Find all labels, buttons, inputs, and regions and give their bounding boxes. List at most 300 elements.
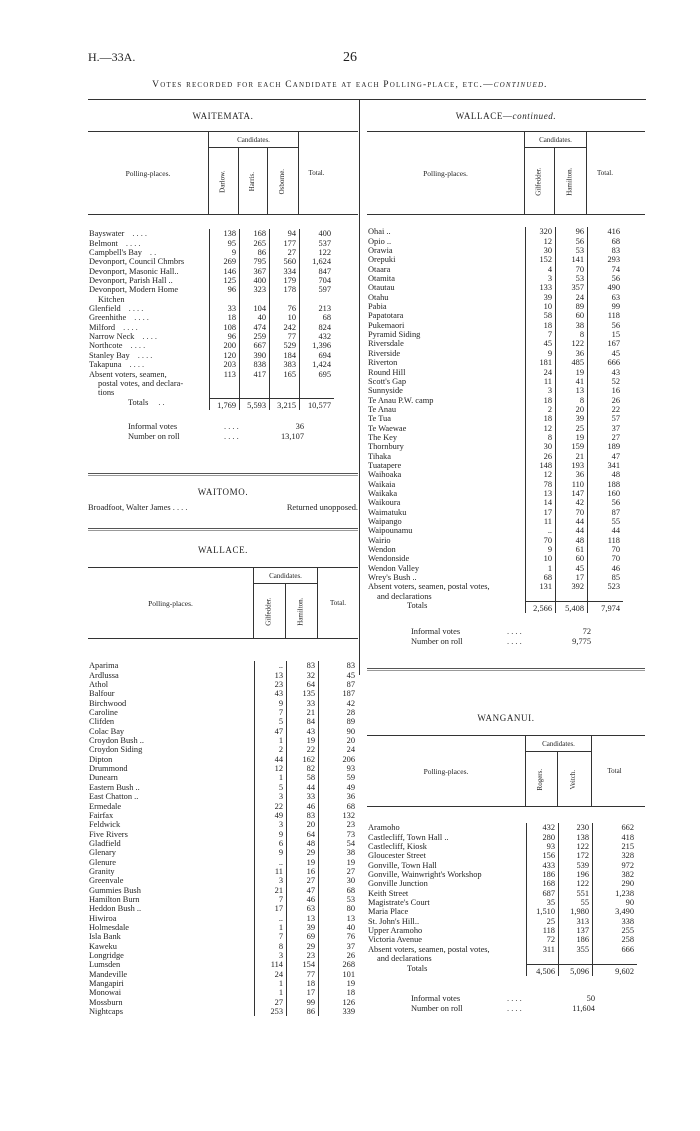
informal-votes-label: Informal votes [411, 993, 461, 1003]
vote-cell: 3 [254, 792, 286, 801]
dot-leader: . . . . [224, 421, 239, 431]
waitomo-result-row [88, 503, 358, 512]
total-cell: 47 [587, 452, 623, 461]
vote-cell [525, 592, 555, 601]
vote-cell: 10 [525, 302, 555, 311]
total-cell: 70 [587, 554, 623, 563]
candidates-header [209, 132, 299, 214]
vote-cell: 113 [209, 370, 239, 379]
total-cell: 338 [592, 917, 637, 926]
polling-place-name [367, 879, 526, 888]
table-row [367, 889, 645, 898]
number-on-roll-value: 9,775 [572, 637, 591, 647]
total-cell: 28 [318, 708, 358, 717]
vote-cell: 178 [269, 285, 299, 294]
polling-place-name [88, 285, 209, 294]
place-label: Longridge [89, 951, 124, 960]
candidate-names [209, 148, 298, 214]
total-cell: 695 [299, 370, 334, 379]
vote-cell: 259 [239, 332, 269, 341]
vote-cell: 8 [555, 330, 587, 339]
vote-cell: 1,510 [526, 907, 558, 916]
polling-place-name [88, 295, 209, 304]
total-cell: 68 [318, 886, 358, 895]
wallace_cont-table-body [367, 215, 645, 613]
vote-cell: 265 [239, 239, 269, 248]
vote-cell: 10 [525, 554, 555, 563]
header-rule [88, 99, 646, 100]
table-row [88, 689, 358, 698]
place-label: Otamita [368, 274, 395, 284]
vote-cell: 177 [269, 239, 299, 248]
table-row [88, 285, 358, 294]
table-row [367, 545, 645, 554]
vote-cell: 529 [269, 341, 299, 350]
place-label: Absent voters, seamen, postal votes, [368, 582, 490, 592]
vote-cell: 29 [286, 848, 318, 857]
total-cell: 83 [318, 661, 358, 670]
candidate-label: Rogers. [536, 768, 545, 791]
total-cell: 74 [587, 265, 623, 274]
vote-cell: 36 [555, 349, 587, 358]
vote-cell: 9 [209, 248, 239, 257]
table-row [367, 851, 645, 860]
vote-cell: 110 [555, 480, 587, 489]
candidates-label: Candidates. [526, 736, 591, 752]
table-row [367, 255, 645, 264]
grand-total-cell: 9,602 [592, 964, 637, 976]
polling-places-header: Polling-places. [367, 736, 526, 806]
polling-place-name [367, 926, 526, 935]
polling-place-name [88, 736, 254, 745]
candidates-header [254, 568, 318, 638]
polling-place-name [367, 452, 525, 461]
vote-cell: 8 [525, 433, 555, 442]
total-cell: 694 [299, 351, 334, 360]
polling-place-name [367, 405, 525, 414]
table-row [367, 461, 645, 470]
table-row [367, 898, 645, 907]
polling-place-name [88, 717, 254, 726]
total-cell: 341 [587, 461, 623, 470]
vote-cell: 12 [525, 470, 555, 479]
vote-cell [239, 295, 269, 304]
wallace-continued-section [367, 112, 645, 647]
total-cell: 19 [318, 858, 358, 867]
place-label: Glenary [89, 848, 116, 858]
total-cell: 523 [587, 582, 623, 591]
total-cell: 15 [587, 330, 623, 339]
table-row [88, 951, 358, 960]
vote-cell: 60 [555, 554, 587, 563]
candidate-label: Gilfedder. [264, 597, 273, 626]
candidate-name [209, 148, 239, 214]
vote-cell: 148 [525, 461, 555, 470]
total-cell: 160 [587, 489, 623, 498]
dot-leader: . . [158, 397, 165, 407]
vote-cell [209, 295, 239, 304]
polling-place-name [367, 274, 525, 283]
vote-cell: 417 [239, 370, 269, 379]
vote-cell: 63 [286, 904, 318, 913]
table-row [88, 830, 358, 839]
vote-cell: 162 [286, 755, 318, 764]
table-row [88, 699, 358, 708]
vote-cell: 551 [558, 889, 592, 898]
place-label: Devonport, Modern Home [89, 285, 179, 295]
vote-cell: 43 [286, 727, 318, 736]
candidate-name [254, 584, 286, 638]
vote-cell: 390 [239, 351, 269, 360]
table-row [88, 858, 358, 867]
vote-cell: 168 [526, 879, 558, 888]
table-row [88, 341, 358, 350]
place-label: Dipton [89, 754, 113, 764]
table-row [88, 717, 358, 726]
grand-total-cell: 10,577 [299, 398, 334, 410]
dot-leader: . . . . [134, 313, 149, 323]
table-row [367, 917, 645, 926]
total-cell: 49 [318, 783, 358, 792]
table-row [367, 582, 645, 591]
vote-cell: 539 [558, 861, 592, 870]
vote-cell: 311 [526, 945, 558, 954]
total-cell [299, 388, 334, 397]
vote-cell: 30 [525, 246, 555, 255]
polling-place-name [367, 293, 525, 302]
total-cell: 167 [587, 339, 623, 348]
place-label: Wendonside [368, 554, 410, 564]
polling-place-name [88, 727, 254, 736]
polling-place-name [88, 951, 254, 960]
table-row [88, 998, 358, 1007]
total-cell: 22 [587, 405, 623, 414]
vote-cell: 186 [526, 870, 558, 879]
place-label: Heddon Bush .. [89, 904, 142, 914]
table-row [88, 755, 358, 764]
table-row [367, 302, 645, 311]
vote-cell: 18 [525, 414, 555, 423]
vote-cell: 9 [525, 349, 555, 358]
vote-cell [209, 379, 239, 388]
place-label: Te Waewae [368, 423, 407, 433]
vote-cell: 280 [526, 833, 558, 842]
totals-text: Totals [407, 601, 428, 611]
vote-cell: 11 [525, 517, 555, 526]
place-label: Lumsden [89, 960, 121, 970]
vote-cell: 96 [209, 285, 239, 294]
polling-place-name [88, 811, 254, 820]
candidate-names [525, 148, 586, 214]
vote-cell: 5 [254, 783, 286, 792]
vote-cell: 58 [525, 311, 555, 320]
table-row [88, 248, 358, 257]
table-row [367, 293, 645, 302]
total-vote-cell: 5,593 [239, 398, 269, 410]
total-cell: 16 [587, 386, 623, 395]
section-divider [88, 528, 358, 531]
vote-cell: 77 [286, 970, 318, 979]
vote-cell: 186 [558, 935, 592, 944]
table-row [367, 954, 645, 963]
polling-place-name [367, 861, 526, 870]
total-cell: 101 [318, 970, 358, 979]
place-label: Ohai .. [368, 227, 391, 237]
informal-votes-row [411, 994, 645, 1004]
vote-cell: 13 [286, 914, 318, 923]
total-cell: 1,238 [592, 889, 637, 898]
polling-place-name [367, 480, 525, 489]
table-row [88, 680, 358, 689]
polling-place-name [367, 545, 525, 554]
polling-place-name [367, 246, 525, 255]
waitemata-title: WAITEMATA. [192, 111, 254, 121]
vote-cell: 1 [254, 923, 286, 932]
total-cell: 597 [299, 285, 334, 294]
polling-place-name [367, 917, 526, 926]
candidate-name [555, 148, 586, 214]
table-row [88, 988, 358, 997]
place-label: Mandeville [89, 969, 128, 979]
polling-place-name [367, 536, 525, 545]
place-label: Mossburn [89, 997, 123, 1007]
table-row [367, 442, 645, 451]
total-cell: 382 [592, 870, 637, 879]
polling-place-name [88, 932, 254, 941]
place-label: Castlecliff, Town Hall .. [368, 832, 449, 842]
table-row [88, 792, 358, 801]
candidates-header [526, 736, 592, 806]
vote-cell: 1 [254, 736, 286, 745]
total-cell: 44 [587, 526, 623, 535]
vote-cell: 86 [286, 1007, 318, 1016]
vote-cell: 24 [254, 970, 286, 979]
total-cell: 90 [318, 727, 358, 736]
vote-cell: 94 [269, 229, 299, 238]
vote-cell: 48 [286, 839, 318, 848]
table-row [367, 498, 645, 507]
vote-cell: 1,980 [558, 907, 592, 916]
place-label: Castlecliff, Kiosk [368, 842, 427, 852]
place-label: Birchwood [89, 698, 127, 708]
total-cell: 19 [318, 979, 358, 988]
total-cell: 70 [587, 545, 623, 554]
vote-cell: 253 [254, 1007, 286, 1016]
place-label: Wendon Valley [368, 563, 420, 573]
total-cell: 1,424 [299, 360, 334, 369]
wallace-table-header [88, 567, 358, 639]
polling-place-name [367, 517, 525, 526]
vote-cell: 39 [286, 923, 318, 932]
total-cell: 59 [318, 773, 358, 782]
place-label: Gonville Junction [368, 879, 428, 889]
table-row [88, 671, 358, 680]
total-cell: 26 [587, 396, 623, 405]
table-row [88, 351, 358, 360]
polling-place-name [367, 573, 525, 582]
place-label: Colac Bay [89, 726, 125, 736]
vote-cell: 17 [525, 508, 555, 517]
total-cell: 68 [318, 802, 358, 811]
dot-leader: . . . . [507, 993, 522, 1003]
polling-place-name [88, 229, 209, 238]
dot-leader: . . . . [224, 431, 239, 441]
vote-cell: 357 [555, 283, 587, 292]
number-on-roll-value: 11,604 [572, 1003, 595, 1013]
total-vote-cell: 5,096 [558, 964, 592, 976]
total-cell: 87 [587, 508, 623, 517]
total-cell: 57 [587, 414, 623, 423]
polling-place-name [367, 945, 526, 954]
polling-place-name [88, 904, 254, 913]
candidate-name [268, 148, 298, 214]
polling-place-name [367, 889, 526, 898]
polling-place-name [88, 895, 254, 904]
total-cell: 85 [587, 573, 623, 582]
polling-place-name [88, 661, 254, 670]
candidates-label: Candidates. [209, 132, 298, 148]
place-label: East Chatton .. [89, 792, 139, 802]
vote-cell: 118 [526, 926, 558, 935]
place-label: Five Rivers [89, 829, 128, 839]
wanganui-table-body [367, 807, 645, 975]
total-cell: 43 [587, 368, 623, 377]
place-label: Ermedale [89, 801, 122, 811]
total-cell: 290 [592, 879, 637, 888]
polling-place-name [88, 867, 254, 876]
place-label: Holmesdale [89, 922, 130, 932]
total-cell: 118 [587, 536, 623, 545]
polling-place-name [88, 360, 209, 369]
vote-cell: 55 [558, 898, 592, 907]
polling-place-name [88, 960, 254, 969]
vote-cell: 179 [269, 276, 299, 285]
polling-place-name [88, 998, 254, 1007]
wallace_cont-title-continued: continued. [512, 111, 557, 121]
vote-cell: 84 [286, 717, 318, 726]
vote-cell: 26 [525, 452, 555, 461]
polling-place-name [88, 858, 254, 867]
total-cell: 68 [587, 237, 623, 246]
place-label: Victoria Avenue [368, 935, 422, 945]
place-label: Drummond [89, 764, 128, 774]
place-label: Waihoaka [368, 470, 402, 480]
page-number: 26 [343, 50, 357, 65]
wallace-section [88, 546, 358, 1016]
table-row [88, 229, 358, 238]
vote-cell: 9 [254, 848, 286, 857]
place-label: Waipango [368, 517, 402, 526]
polling-place-name [367, 461, 525, 470]
vote-cell: 27 [254, 998, 286, 1007]
vote-cell: 53 [555, 246, 587, 255]
total-vote-cell: 3,215 [269, 398, 299, 410]
total-cell: 704 [299, 276, 334, 285]
vote-cell: 47 [286, 886, 318, 895]
place-label: Takapuna [89, 360, 122, 370]
polling-place-name [88, 699, 254, 708]
place-label: Ardlussa [89, 670, 119, 680]
table-row [367, 358, 645, 367]
vote-cell: 58 [286, 773, 318, 782]
polling-place-name [88, 745, 254, 754]
table-row [367, 489, 645, 498]
total-cell: 56 [587, 321, 623, 330]
vote-cell: 4 [525, 265, 555, 274]
vote-cell: 35 [526, 898, 558, 907]
wallace-title: WALLACE. [197, 545, 249, 555]
place-label: Gonville, Wainwright's Workshop [368, 870, 482, 880]
total-cell: 93 [318, 764, 358, 773]
caption-text: Votes recorded for each Candidate at each Polling-place, etc.— [152, 80, 494, 90]
vote-cell: .. [254, 858, 286, 867]
place-label: Tuatapere [368, 460, 402, 470]
polling-place-name [88, 876, 254, 885]
table-row [367, 283, 645, 292]
place-label: Wendon [368, 545, 396, 555]
vote-cell: 64 [286, 680, 318, 689]
table-row [88, 923, 358, 932]
number-on-roll-label: Number on roll [411, 637, 463, 647]
place-label: Gloucester Street [368, 851, 426, 861]
place-label: Feldwick [89, 820, 121, 830]
total-cell: 847 [299, 267, 334, 276]
table-row [367, 823, 645, 832]
vote-cell: 45 [555, 564, 587, 573]
total-cell [299, 379, 334, 388]
polling-place-name [88, 923, 254, 932]
total-cell: 126 [318, 998, 358, 1007]
polling-place-name [367, 255, 525, 264]
vote-cell: 40 [239, 313, 269, 322]
vote-cell: 135 [286, 689, 318, 698]
vote-cell: 355 [558, 945, 592, 954]
vote-cell: 667 [239, 341, 269, 350]
vote-cell: 60 [555, 311, 587, 320]
vote-cell: 165 [269, 370, 299, 379]
place-label: Pukemaori [368, 320, 405, 330]
table-row [88, 970, 358, 979]
place-label: Athol [89, 680, 109, 690]
vote-cell: 21 [286, 708, 318, 717]
vote-cell: 39 [555, 414, 587, 423]
vote-cell: 83 [286, 811, 318, 820]
table-row [367, 926, 645, 935]
polling-place-name [367, 339, 525, 348]
place-label: Greenhithe [89, 313, 127, 323]
polling-place-name [88, 886, 254, 895]
candidate-name [558, 752, 591, 806]
place-label: Scott's Gap [368, 376, 407, 386]
polling-place-name [88, 708, 254, 717]
vote-cell: 3 [254, 820, 286, 829]
total-cell: 37 [587, 424, 623, 433]
place-label: Orepuki [368, 255, 396, 265]
vote-cell: 70 [555, 508, 587, 517]
table-row [88, 304, 358, 313]
polling-place-name [367, 907, 526, 916]
vote-cell: 147 [555, 489, 587, 498]
vote-cell: 20 [286, 820, 318, 829]
place-label: Te Tua [368, 414, 391, 424]
waitomo-section [88, 473, 358, 513]
vote-cell: 56 [555, 237, 587, 246]
vote-cell: 6 [254, 839, 286, 848]
total-cell: 416 [587, 227, 623, 236]
total-cell: 24 [318, 745, 358, 754]
polling-place-name [88, 257, 209, 266]
vote-cell: 93 [526, 842, 558, 851]
